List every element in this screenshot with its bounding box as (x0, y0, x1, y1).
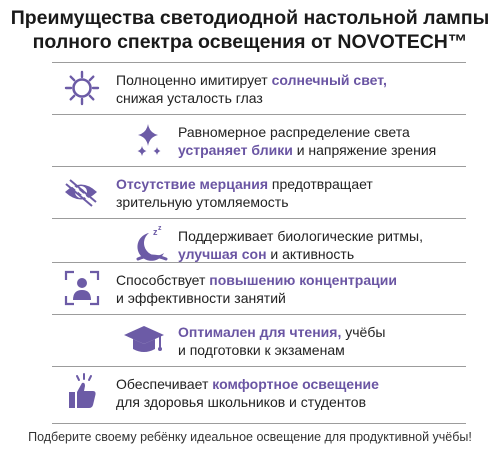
sparkle-icon (132, 120, 168, 156)
thumbs-up-icon (64, 372, 100, 412)
divider (52, 114, 466, 115)
footer-text: Подберите своему ребёнку идеальное освещение для продуктивной учёбы! (28, 430, 472, 444)
benefit-row-concentration (0, 264, 500, 314)
benefit-row-comfort (0, 368, 500, 418)
benefit-row-sunlight (0, 64, 500, 114)
benefit-text: Отсутствие мерцания предотвращает зрительную утомляемость (116, 176, 373, 210)
benefit-text: Оптимален для чтения, учёбы и подготовки к экзаменам (178, 324, 386, 358)
divider (52, 366, 466, 367)
divider (52, 218, 466, 219)
graduation-cap-icon (122, 322, 166, 358)
svg-text:z: z (158, 225, 162, 232)
moon-sleep-icon (130, 223, 172, 265)
benefit-text: Способствует повышению концентрации и эффективности занятий (116, 272, 397, 306)
benefit-text: Обеспечивает комфортное освещение для здоровья школьников и студентов (116, 376, 379, 410)
benefit-row-glare (0, 116, 500, 166)
page-title (0, 6, 500, 54)
title-line-2: полного спектра освещения от NOVOTECH™ (32, 31, 468, 53)
benefit-text: Равномерное распределение света устраняет блики и напряжение зрения (178, 124, 437, 158)
divider (52, 314, 466, 315)
divider (52, 423, 466, 424)
benefit-row-flicker (0, 168, 500, 218)
divider (52, 262, 466, 263)
benefit-text: Поддерживает биологические ритмы, улучшая сон и активность (178, 228, 423, 262)
svg-text:z: z (153, 227, 158, 237)
focus-person-icon (64, 270, 100, 306)
eye-no-flicker-icon (62, 174, 98, 210)
title-line-1: Преимущества светодиодной настольной лампы (10, 7, 490, 29)
benefit-text: Полноценно имитирует солнечный свет, снижая усталость глаз (116, 72, 387, 106)
divider (52, 62, 466, 63)
sun-icon (64, 70, 100, 106)
benefit-row-reading (0, 316, 500, 366)
divider (52, 166, 466, 167)
